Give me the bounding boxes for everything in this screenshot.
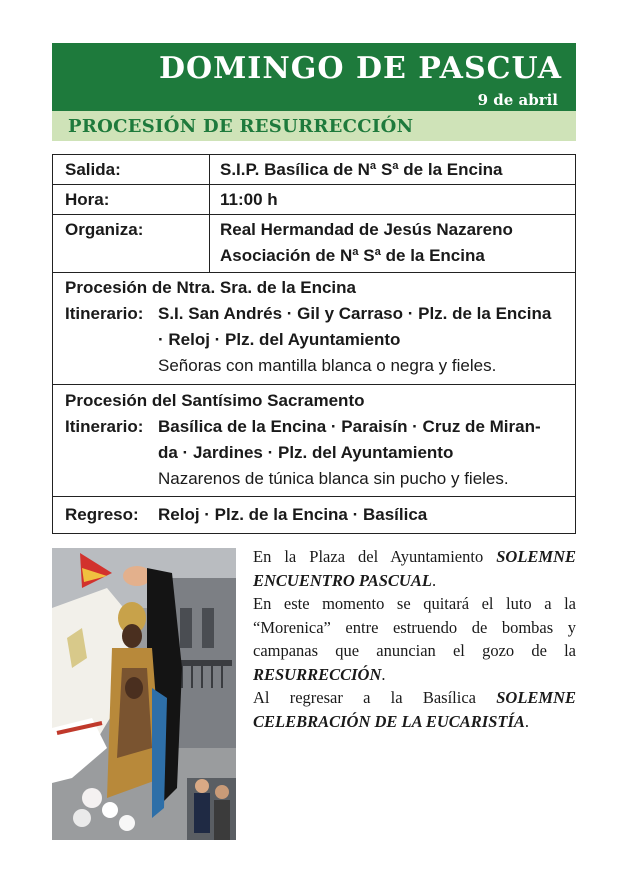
paragraph-3 (253, 686, 576, 733)
row-hora (53, 185, 575, 215)
header-banner (52, 43, 576, 111)
procesion-sacramento-note: Nazarenos de túnica blanca sin pucho y fieles. (158, 469, 509, 488)
p3-text: Al regresar a la Basílica (253, 688, 476, 707)
row-regreso (53, 497, 575, 533)
p2-text: En este momento se quitará el luto a la “Morenica” entre estruendo de bombas y campanas que anuncian el gozo de la (253, 594, 576, 660)
regreso-label: Regreso: (65, 505, 139, 524)
p3-emphasis-1: SOLEMNE (496, 688, 577, 707)
subheader-title: PROCESIÓN DE RESURRECCIÓN (68, 116, 414, 137)
hora-label: Hora: (65, 190, 110, 209)
procesion-encina-note: Señoras con mantilla blanca o negra y fieles. (158, 356, 497, 375)
column-divider (209, 215, 210, 272)
p1-end: . (431, 570, 437, 590)
procesion-sacramento-route-2: da · Jardines · Plz. del Ayuntamiento (158, 443, 454, 462)
subheader-banner (52, 111, 576, 141)
organiza-label: Organiza: (65, 220, 144, 239)
procession-illustration (52, 548, 236, 840)
p3-emphasis-2: CELEBRACIÓN DE LA EUCARISTÍA (253, 711, 525, 731)
procesion-sacramento-itinerario-label: Itinerario: (65, 417, 144, 436)
p1-emphasis: SOLEMNE ENCUENTRO PASCUAL (253, 547, 577, 590)
procesion-encina-title: Procesión de Ntra. Sra. de la Encina (65, 278, 356, 297)
body-text (253, 545, 576, 733)
info-table (52, 154, 576, 534)
procession-photo (52, 548, 236, 840)
paragraph-1 (253, 545, 576, 592)
salida-value: S.I.P. Basílica de Nª Sª de la Encina (220, 160, 503, 179)
procesion-encina-itinerario-label: Itinerario: (65, 304, 144, 323)
procesion-encina-route-1: S.I. San Andrés · Gil y Carraso · Plz. de la Encina (158, 304, 552, 323)
row-organiza (53, 215, 575, 273)
regreso-value: Reloj · Plz. de la Encina · Basílica (158, 505, 428, 524)
procesion-encina-route-2: · Reloj · Plz. del Ayuntamiento (158, 330, 401, 349)
event-date: 9 de abril (477, 91, 558, 109)
salida-label: Salida: (65, 160, 121, 179)
procesion-sacramento-route-1: Basílica de la Encina · Paraisín · Cruz de Miran- (158, 417, 541, 436)
p3-end: . (524, 711, 530, 731)
row-procesion-sacramento (53, 385, 575, 497)
paragraph-2 (253, 592, 576, 686)
p2-emphasis: RESURRECCIÓN (253, 664, 382, 684)
procesion-sacramento-title: Procesión del Santísimo Sacramento (65, 391, 365, 410)
row-salida (53, 155, 575, 185)
p1-text: En la Plaza del Ayuntamiento (253, 547, 484, 566)
p2-end: . (381, 664, 386, 684)
column-divider (209, 155, 210, 184)
column-divider (209, 185, 210, 214)
page-title: DOMINGO DE PASCUA (158, 51, 562, 86)
organiza-value-2: Asociación de Nª Sª de la Encina (220, 246, 485, 265)
row-procesion-encina (53, 273, 575, 385)
organiza-value-1: Real Hermandad de Jesús Nazareno (220, 220, 513, 239)
hora-value: 11:00 h (220, 190, 278, 209)
